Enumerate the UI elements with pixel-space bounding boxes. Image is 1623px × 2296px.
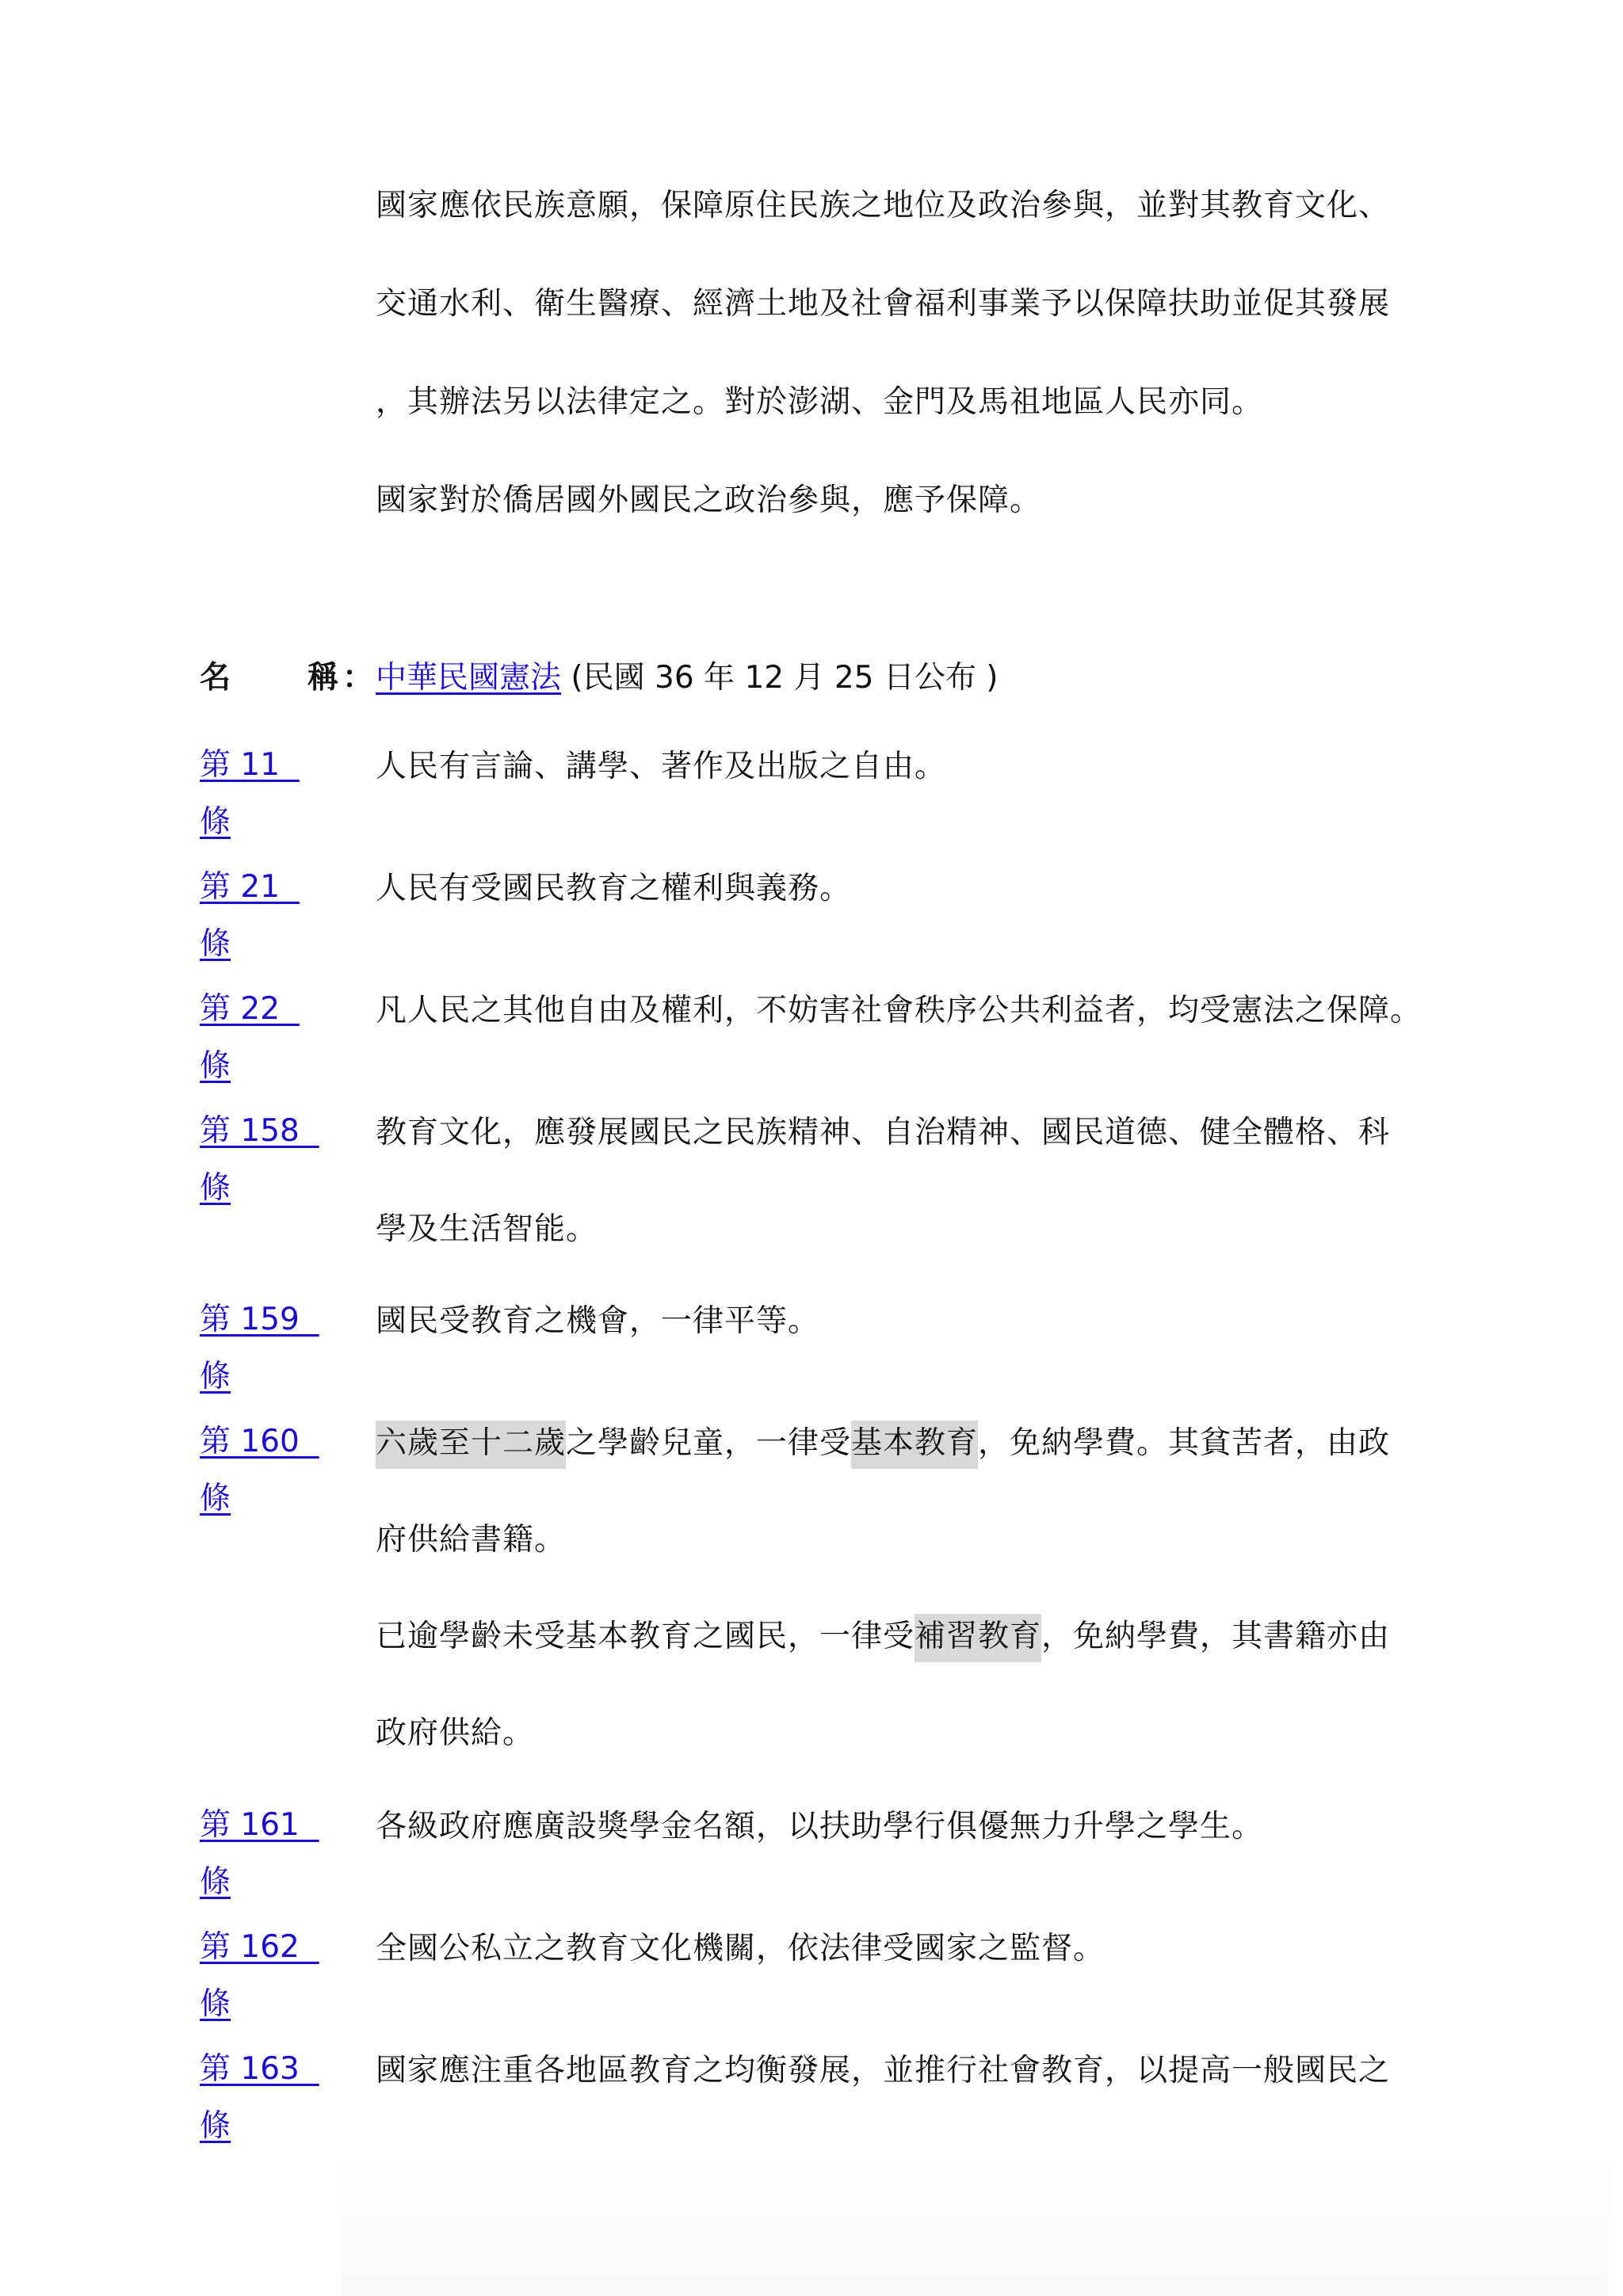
text-segment: ，免納學費，其書籍亦由 [1041,1619,1391,1654]
article-text [376,1103,1390,1249]
article-number-line2: 條 [200,1048,231,1084]
article-number-line2: 條 [200,804,231,840]
text-segment: 國家應注重各地區教育之均衡發展，並推行社會教育，以提高一般國民之 [376,2053,1391,2088]
text-segment: 學及生活智能。 [376,1211,598,1247]
article-number-link[interactable] [200,1103,342,1217]
article-number-link[interactable] [200,1919,342,2033]
article-text-line [376,1930,1105,1968]
article-text-line [376,1211,1390,1249]
law-name-link[interactable]: 中華民國憲法 [376,660,562,696]
intro-line-4: 國家對於僑居國外國民之政治參與，應予保障。 [376,482,1042,518]
highlighted-term: 基本教育 [851,1421,978,1469]
article-number-link[interactable] [200,1291,342,1405]
text-segment: 政府供給。 [376,1715,535,1751]
text-segment: 府供給書籍。 [376,1522,567,1558]
highlighted-term: 補習教育 [915,1614,1041,1662]
article-number-line1: 第 21 [200,869,300,905]
text-segment: 已逾學齡未受基本教育之國民，一律受 [376,1619,915,1654]
article-number-line2: 條 [200,1359,231,1394]
article-text-line [376,1714,1390,1753]
article-text-line [376,1114,1390,1152]
text-segment: 教育文化，應發展國民之民族精神、自治精神、國民道德、健全體格、科 [376,1115,1391,1150]
article-text-line [376,1302,819,1341]
intro-line-2: 交通水利、衛生醫療、經濟土地及社會福利事業予以保障扶助並促其發展 [376,286,1391,322]
article-number-line2: 條 [200,1481,231,1516]
article-number-link[interactable] [200,1797,342,1911]
law-title-label-char2: 稱 [307,660,340,696]
text-segment: ，免納學費。其貧苦者，由政 [978,1425,1391,1461]
article-text [376,1291,819,1341]
article-number-link[interactable] [200,2041,342,2155]
article-number-link[interactable] [200,737,342,851]
article-text-line [376,992,1422,1030]
text-segment: 全國公私立之教育文化機關，依法律受國家之監督。 [376,1931,1106,1966]
article-number-line1: 第 158 [200,1113,319,1149]
text-segment: 國民受教育之機會，一律平等。 [376,1303,820,1339]
article-text-line [376,870,851,908]
page-bottom-shade [341,2155,1609,2296]
article-number-line2: 條 [200,2108,231,2144]
article-text-line [376,1808,1263,1846]
article-number-line1: 第 11 [200,747,300,783]
text-segment: 凡人民之其他自由及權利，不妨害社會秩序公共利益者，均受憲法之保障。 [376,993,1423,1028]
article-number-line1: 第 161 [200,1807,319,1843]
article-text [376,1413,1390,1753]
article-number-line1: 第 159 [200,1302,319,1337]
article-number-line2: 條 [200,1864,231,1900]
article-text-line [376,748,946,786]
article-text [376,981,1422,1030]
article-number-line2: 條 [200,926,231,962]
article-number-line1: 第 163 [200,2051,319,2087]
article-number-link[interactable] [200,1413,342,1527]
article-number-line2: 條 [200,1170,231,1206]
article-text-line [376,2052,1390,2090]
article-text-line [376,1521,1390,1559]
text-segment: 之學齡兒童，一律受 [566,1425,852,1461]
article-text [376,859,851,908]
article-text [376,1797,1263,1846]
article-text [376,1919,1105,1968]
text-segment: 人民有言論、講學、著作及出版之自由。 [376,749,947,784]
article-text [376,2041,1390,2090]
article-text [376,737,946,786]
law-title-value [376,656,999,700]
intro-line-3: ，其辦法另以法律定之。對於澎湖、金門及馬祖地區人民亦同。 [376,384,1264,420]
law-title-label-char1: 名 [200,660,232,696]
law-promulgation-date: (民國 36 年 12 月 25 日公布 ) [561,660,999,696]
text-segment: 各級政府應廣設獎學金名額，以扶助學行俱優無力升學之學生。 [376,1809,1264,1844]
article-number-link[interactable] [200,859,342,973]
article-number-line2: 條 [200,1986,231,2022]
article-number-line1: 第 22 [200,991,300,1027]
law-title-label-colon: ： [342,660,375,696]
highlighted-term: 六歲至十二歲 [376,1421,566,1469]
article-number-line1: 第 160 [200,1424,319,1459]
article-text-line [376,1618,1390,1656]
intro-line-1: 國家應依民族意願，保障原住民族之地位及政治參與，並對其教育文化、 [376,188,1391,223]
article-text-line [376,1425,1390,1463]
article-number-link[interactable] [200,981,342,1095]
article-number-line1: 第 162 [200,1929,319,1965]
text-segment: 人民有受國民教育之權利與義務。 [376,871,852,906]
